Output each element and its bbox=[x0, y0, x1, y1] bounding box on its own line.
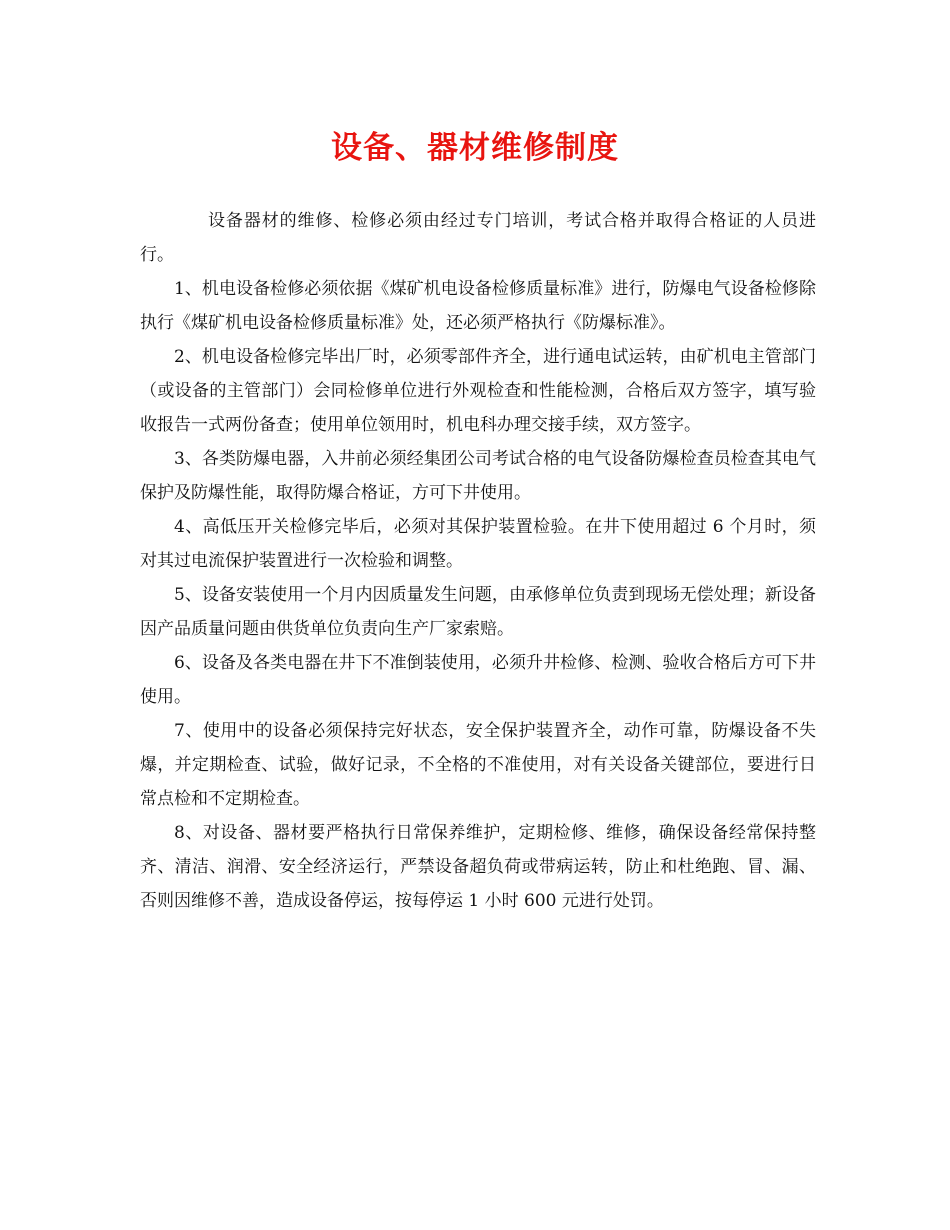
rule-item-3: 3、各类防爆电器，入井前必须经集团公司考试合格的电气设备防爆检查员检查其电气保护及防爆性能，取得防爆合格证，方可下井使用。 bbox=[140, 449, 816, 503]
rule-item-4: 4、高低压开关检修完毕后，必须对其保护装置检验。在井下使用超过 6 个月时，须对其过电流保护装置进行一次检验和调整。 bbox=[140, 517, 816, 571]
rule-item-2: 2、机电设备检修完毕出厂时，必须零部件齐全，进行通电试运转，由矿机电主管部门（或设备的主管部门）会同检修单位进行外观检查和性能检测，合格后双方签字，填写验收报告一式两份备查；使用单位领用时，机电科办理交接手续，双方签字。 bbox=[140, 347, 816, 435]
document-title: 设备、器材维修制度 bbox=[331, 130, 619, 166]
rule-item-5: 5、设备安装使用一个月内因质量发生问题，由承修单位负责到现场无偿处理；新设备因产品质量问题由供货单位负责向生产厂家索赔。 bbox=[140, 585, 816, 639]
document-body bbox=[140, 204, 816, 918]
rule-item-8: 8、对设备、器材要严格执行日常保养维护，定期检修、维修，确保设备经常保持整齐、清洁、润滑、安全经济运行，严禁设备超负荷或带病运转，防止和杜绝跑、冒、漏、否则因维修不善，造成设备停运，按每停运 1 小时 600 元进行处罚。 bbox=[140, 823, 816, 911]
rule-item-7: 7、使用中的设备必须保持完好状态，安全保护装置齐全，动作可靠，防爆设备不失爆，并定期检查、试验，做好记录，不全格的不准使用，对有关设备关键部位，要进行日常点检和不定期检查。 bbox=[140, 721, 816, 809]
rule-item-1: 1、机电设备检修必须依据《煤矿机电设备检修质量标准》进行，防爆电气设备检修除执行《煤矿机电设备检修质量标准》处，还必须严格执行《防爆标准》。 bbox=[140, 279, 816, 333]
rule-item-6: 6、设备及各类电器在井下不准倒装使用，必须升井检修、检测、验收合格后方可下井使用。 bbox=[140, 653, 816, 707]
intro-paragraph: 设备器材的维修、检修必须由经过专门培训，考试合格并取得合格证的人员进行。 bbox=[140, 211, 816, 265]
